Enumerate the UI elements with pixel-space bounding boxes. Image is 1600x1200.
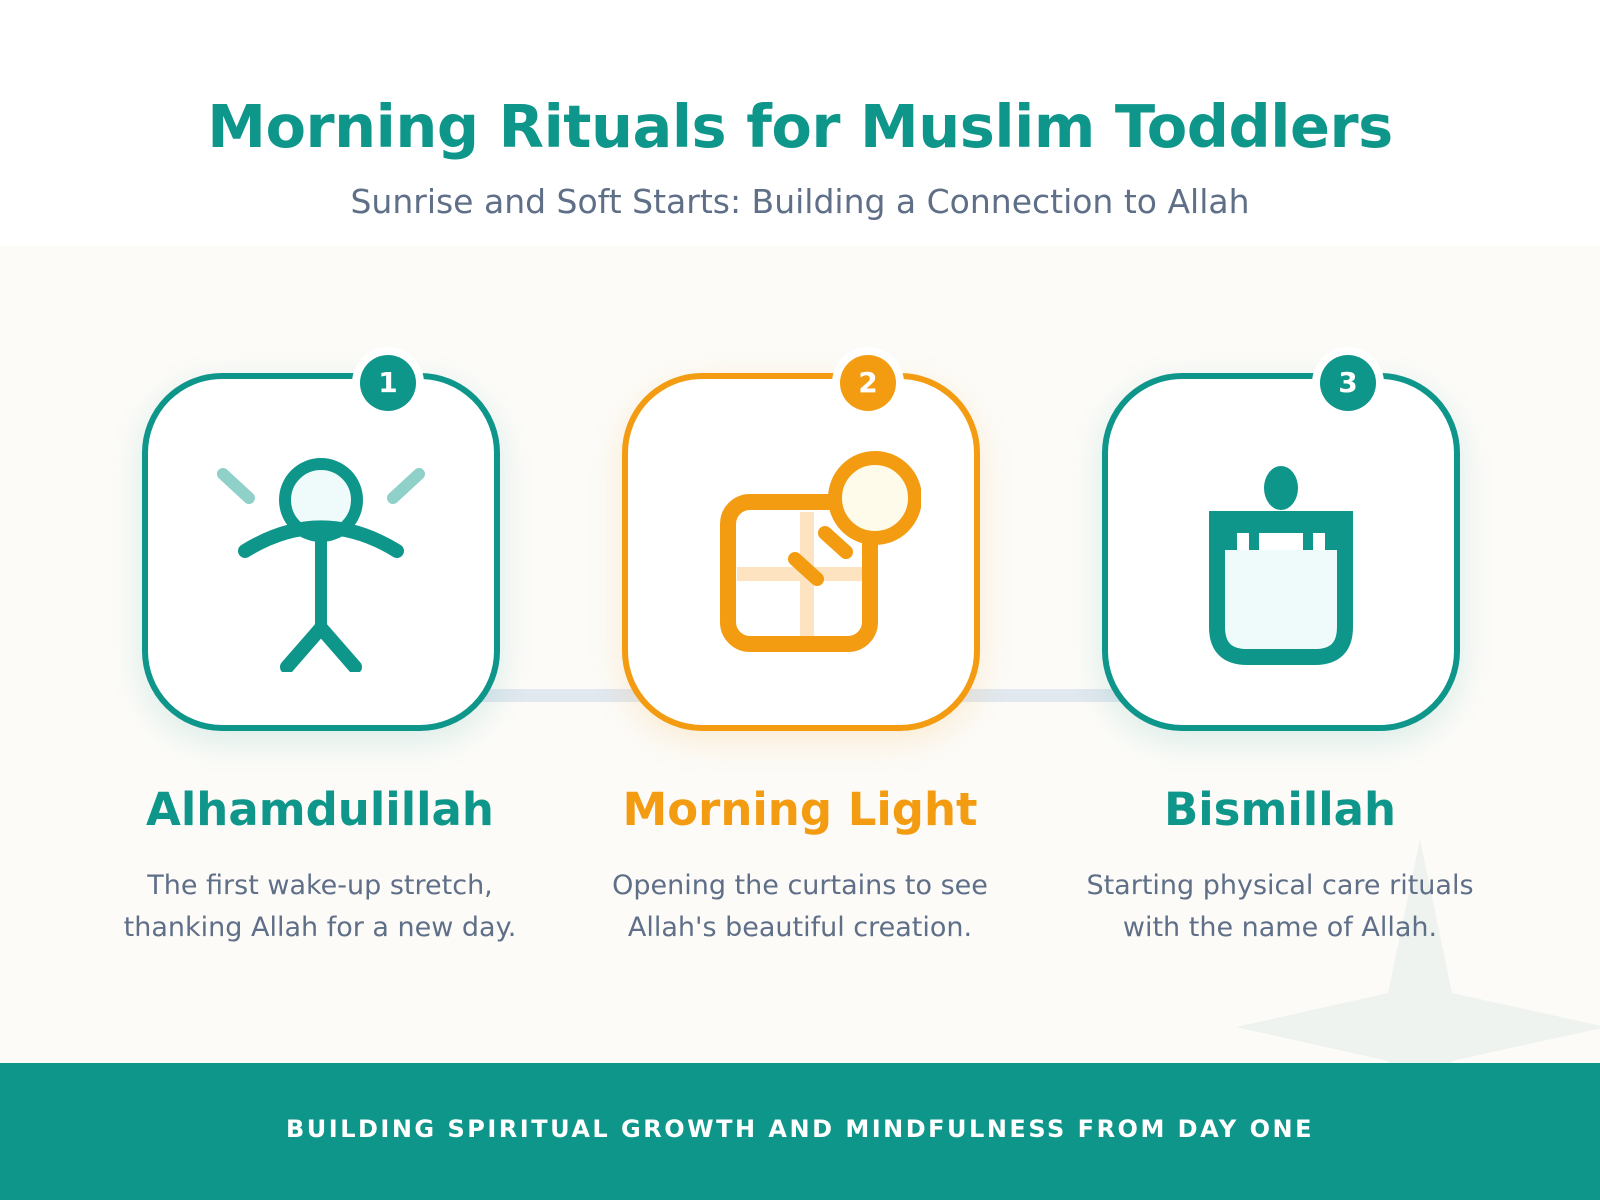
step-card: [1102, 366, 1460, 731]
footer-text: BUILDING SPIRITUAL GROWTH AND MINDFULNESS FROM DAY ONE: [285, 1115, 1314, 1143]
steps-section: [0, 246, 1600, 1063]
step-number: 2: [840, 355, 896, 411]
water-cup-icon: [1161, 432, 1401, 672]
step-bismillah: [1040, 366, 1520, 973]
page-title: Morning Rituals for Muslim Toddlers: [207, 92, 1393, 161]
step-number: 3: [1320, 355, 1376, 411]
step-number-badge: [832, 347, 904, 419]
step-card: [142, 366, 500, 731]
step-alhamdulillah: [80, 366, 560, 973]
step-card: [622, 366, 980, 731]
step-number: 1: [360, 355, 416, 411]
page-subtitle: Sunrise and Soft Starts: Building a Connection to Allah: [350, 182, 1250, 221]
window-sun-icon: [681, 432, 921, 672]
step-number-badge: [1312, 347, 1384, 419]
step-description: Opening the curtains to see Allah's beautiful creation.: [612, 870, 988, 943]
step-title: Morning Light: [622, 783, 978, 836]
step-morning-light: [560, 366, 1040, 973]
stretching-child-icon: [201, 432, 441, 672]
footer-banner: [0, 1063, 1600, 1200]
step-description: Starting physical care rituals with the name of Allah.: [1086, 870, 1474, 943]
step-number-badge: [352, 347, 424, 419]
step-title: Alhamdulillah: [146, 783, 494, 836]
step-description: The first wake-up stretch, thanking Allah for a new day.: [123, 870, 517, 943]
step-title: Bismillah: [1163, 783, 1397, 836]
header: [0, 0, 1600, 246]
